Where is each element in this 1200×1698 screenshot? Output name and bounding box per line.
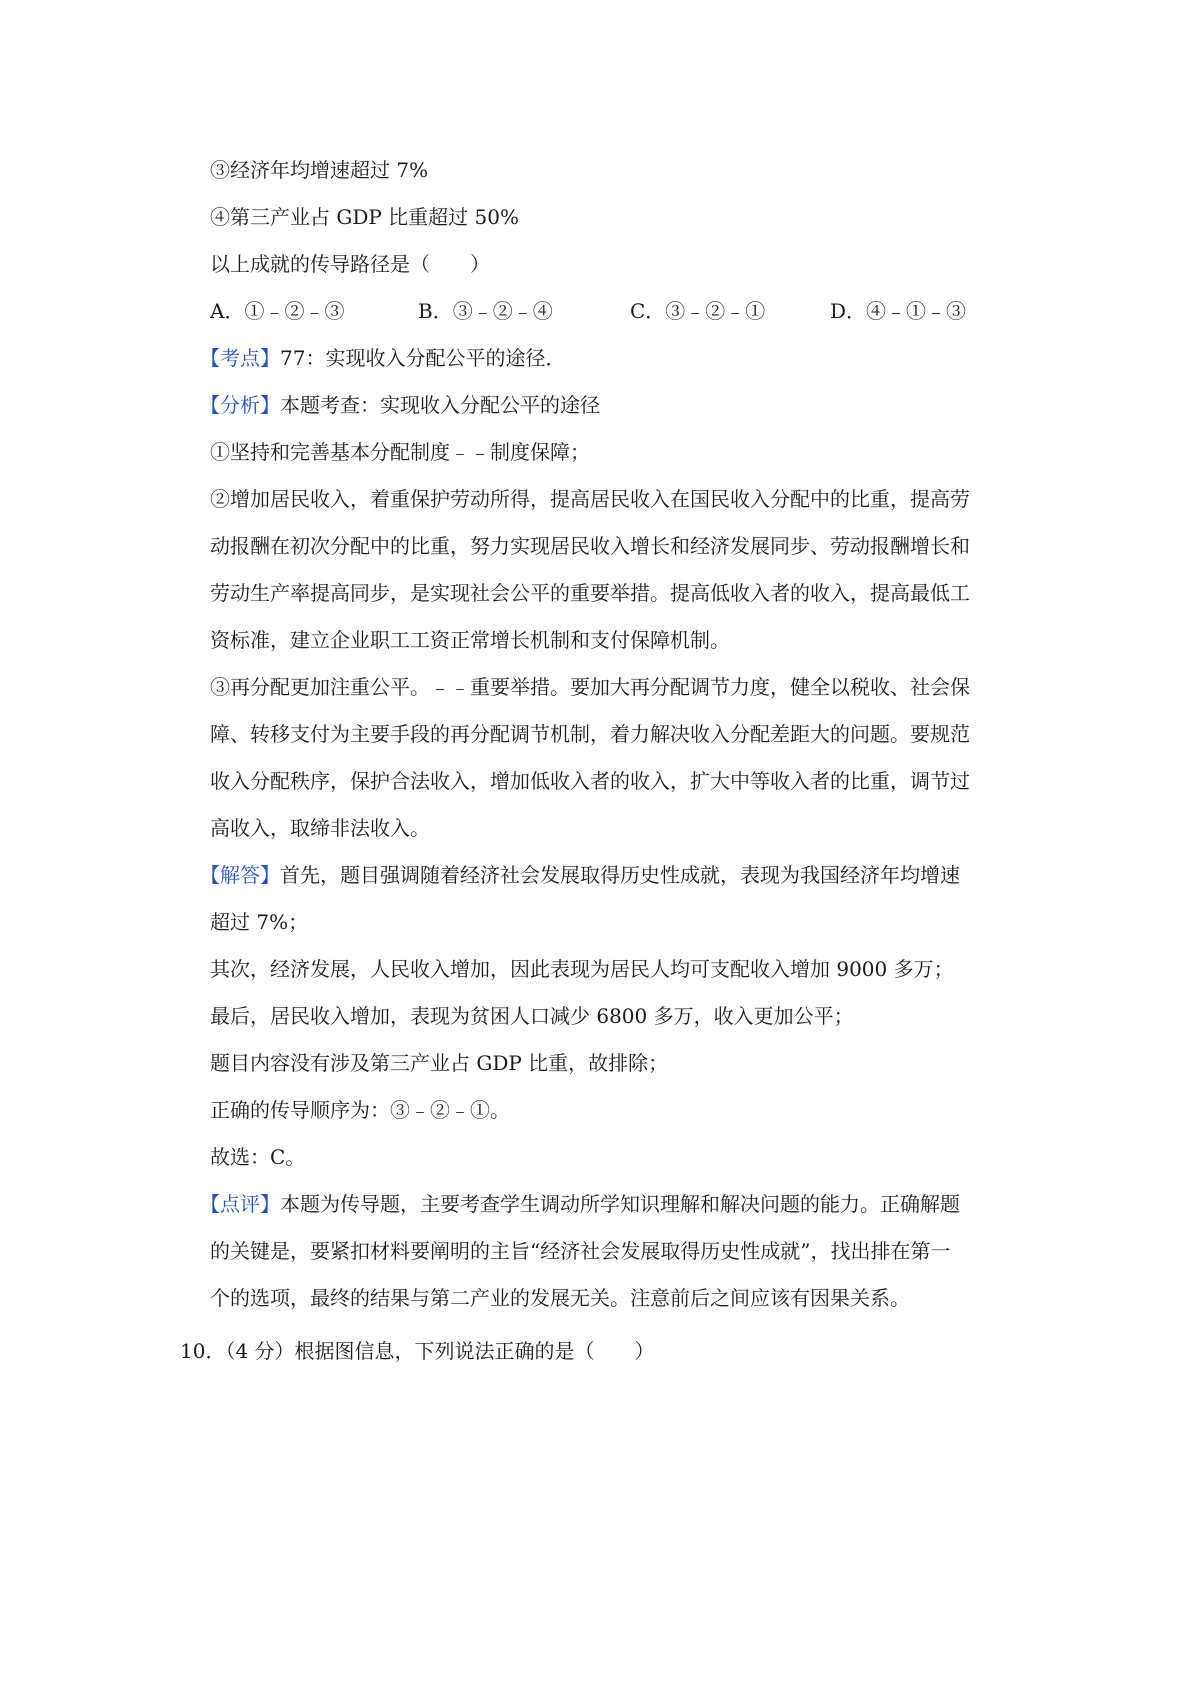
jieda-line [200,860,1020,890]
fenxi-text: 本题考查：实现收入分配公平的途径 [280,393,600,417]
fenxi-point-2-line-1: ②增加居民收入，着重保护劳动所得，提高居民收入在国民收入分配中的比重，提高劳 [210,487,970,511]
fenxi-point-2-line-4: 资标准，建立企业职工工资正常增长机制和支付保障机制。 [210,628,730,652]
fenxi-point-3-line-3: 收入分配秩序，保护合法收入，增加低收入者的收入，扩大中等收入者的比重，调节过 [210,769,970,793]
option-b: B．③﹣②﹣④ [418,299,553,323]
fenxi-point-1: ①坚持和完善基本分配制度﹣﹣制度保障； [210,440,590,464]
option-d: D．④﹣①﹣③ [830,299,967,323]
kaodian-line [200,343,1020,373]
fenxi-point-2-line-2: 动报酬在初次分配中的比重，努力实现居民收入增长和经济发展同步、劳动报酬增长和 [210,534,970,558]
fenxi-line [200,390,1020,420]
jieda-line-5: 题目内容没有涉及第三产业占 GDP 比重，故排除； [210,1051,669,1075]
question-10: 10．（4 分）根据图信息，下列说法正确的是（ ） [180,1339,655,1363]
jieda-line-2: 超过 7%； [210,910,309,934]
jieda-text: 首先，题目强调随着经济社会发展取得历史性成就，表现为我国经济年均增速 [280,863,960,887]
statement-4: ④第三产业占 GDP 比重超过 50% [210,205,519,229]
jieda-line-7: 故选：C。 [210,1145,306,1169]
kaodian-text: 77：实现收入分配公平的途径． [280,346,566,370]
statement-3: ③经济年均增速超过 7% [210,158,429,182]
fenxi-point-3-line-1: ③再分配更加注重公平。﹣﹣重要举措。要加大再分配调节力度，健全以税收、社会保 [210,675,970,699]
answer-options [210,296,1030,326]
fenxi-point-2-line-3: 劳动生产率提高同步，是实现社会公平的重要举措。提高低收入者的收入，提高最低工 [210,581,970,605]
fenxi-tag: 【分析】 [200,393,280,417]
dianping-line [200,1189,1020,1219]
jieda-line-3: 其次，经济发展，人民收入增加，因此表现为居民人均可支配收入增加 9000 多万； [210,957,954,981]
fenxi-point-3-line-2: 障、转移支付为主要手段的再分配调节机制，着力解决收入分配差距大的问题。要规范 [210,722,970,746]
kaodian-tag: 【考点】 [200,346,280,370]
jieda-line-6: 正确的传导顺序为：③﹣②﹣①。 [210,1098,510,1122]
dianping-line-2: 的关键是，要紧扣材料要阐明的主旨“经济社会发展取得历史性成就”，找出排在第一 [210,1239,951,1263]
option-a: A．①﹣②﹣③ [210,299,345,323]
fenxi-point-3-line-4: 高收入，取缔非法收入。 [210,816,430,840]
jieda-tag: 【解答】 [200,863,280,887]
option-c: C．③﹣②﹣① [630,299,766,323]
question-prompt: 以上成就的传导路径是（ ） [210,252,490,276]
dianping-text: 本题为传导题，主要考查学生调动所学知识理解和解决问题的能力。正确解题 [280,1192,960,1216]
dianping-tag: 【点评】 [200,1192,280,1216]
jieda-line-4: 最后，居民收入增加，表现为贫困人口减少 6800 多万，收入更加公平； [210,1004,854,1028]
dianping-line-3: 个的选项，最终的结果与第二产业的发展无关。注意前后之间应该有因果关系。 [210,1286,910,1310]
